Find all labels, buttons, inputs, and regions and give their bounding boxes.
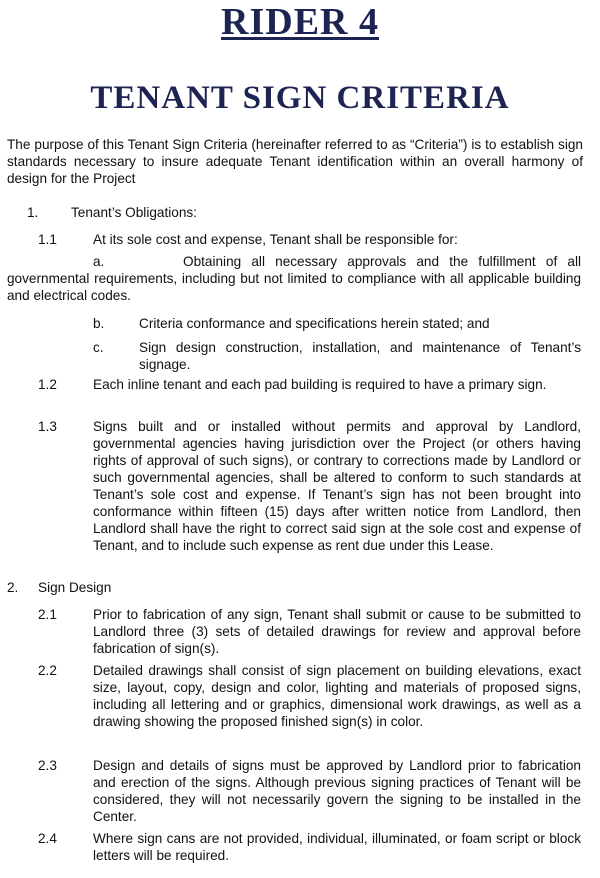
clause-2-3-text: Design and details of signs must be approved by Landlord prior to fabrication and erection of the signs. Although previous signing practices of Tenant will be considered, they will not necessarily govern the signing to be installed in the Center. [93,758,581,824]
item-a-letter: a. [93,254,105,269]
item-a-text: Obtaining all necessary approvals and the fulfillment of all governmental requirements, including but not limited to compliance with all applicable building and electrical codes. [7,254,581,303]
clause-1-2-number: 1.2 [38,377,57,392]
item-b-letter: b. [93,316,105,331]
clause-1-1-text: At its sole cost and expense, Tenant shall be responsible for: [93,232,458,247]
clause-1-2-text: Each inline tenant and each pad building is required to have a primary sign. [93,377,547,392]
clause-2-1-number: 2.1 [38,607,57,622]
section-2-number: 2. [7,580,19,595]
clause-1-3-number: 1.3 [38,419,57,434]
clause-2-2-text: Detailed drawings shall consist of sign placement on building elevations, exact size, layout, copy, design and color, lighting and materials of proposed signs, including all lettering and or graphics, dimensional work drawings, as well as a drawing showing the proposed finished sign(s) in color. [93,663,581,729]
clause-2-1-text: Prior to fabrication of any sign, Tenant shall submit or cause to be submitted to Landlord three (3) sets of detailed drawings for review and approval before fabrication of sign(s). [93,607,581,656]
document-title: TENANT SIGN CRITERIA [90,80,510,116]
clause-2-3-number: 2.3 [38,758,57,773]
intro-paragraph: The purpose of this Tenant Sign Criteria (hereinafter referred to as “Criteria”) is to establish sign standards necessary to insure adequate Tenant identification within an overall harmony of design for the Project [7,137,583,186]
clause-2-4-text: Where sign cans are not provided, individual, illuminated, or foam script or block letters will be required. [93,831,581,863]
section-2-heading: Sign Design [38,580,112,595]
item-b-text: Criteria conformance and specifications herein stated; and [139,316,490,331]
clause-1-1-number: 1.1 [38,232,57,247]
section-1-number: 1. [27,205,39,220]
item-c-text: Sign design construction, installation, and maintenance of Tenant’s signage. [139,340,581,372]
clause-1-3-text: Signs built and or installed without permits and approval by Landlord, governmental agencies having jurisdiction over the Project (or others having rights of approval of such signs), or contrary to corrections made by Landlord or such governmental agencies, shall be altered to conform to such standards at Tenant’s sole cost and expense. If Tenant’s sign has not been brought into conformance within fifteen (15) days after written notice from Landlord, then Landlord shall have the right to correct said sign at the sole cost and expense of Tenant, and to include such expense as rent due under this Lease. [93,419,581,553]
item-c-letter: c. [93,340,104,355]
rider-title: RIDER 4 [221,1,379,43]
clause-2-4-number: 2.4 [38,831,57,846]
clause-2-2-number: 2.2 [38,663,57,678]
section-1-heading: Tenant’s Obligations: [71,205,197,220]
